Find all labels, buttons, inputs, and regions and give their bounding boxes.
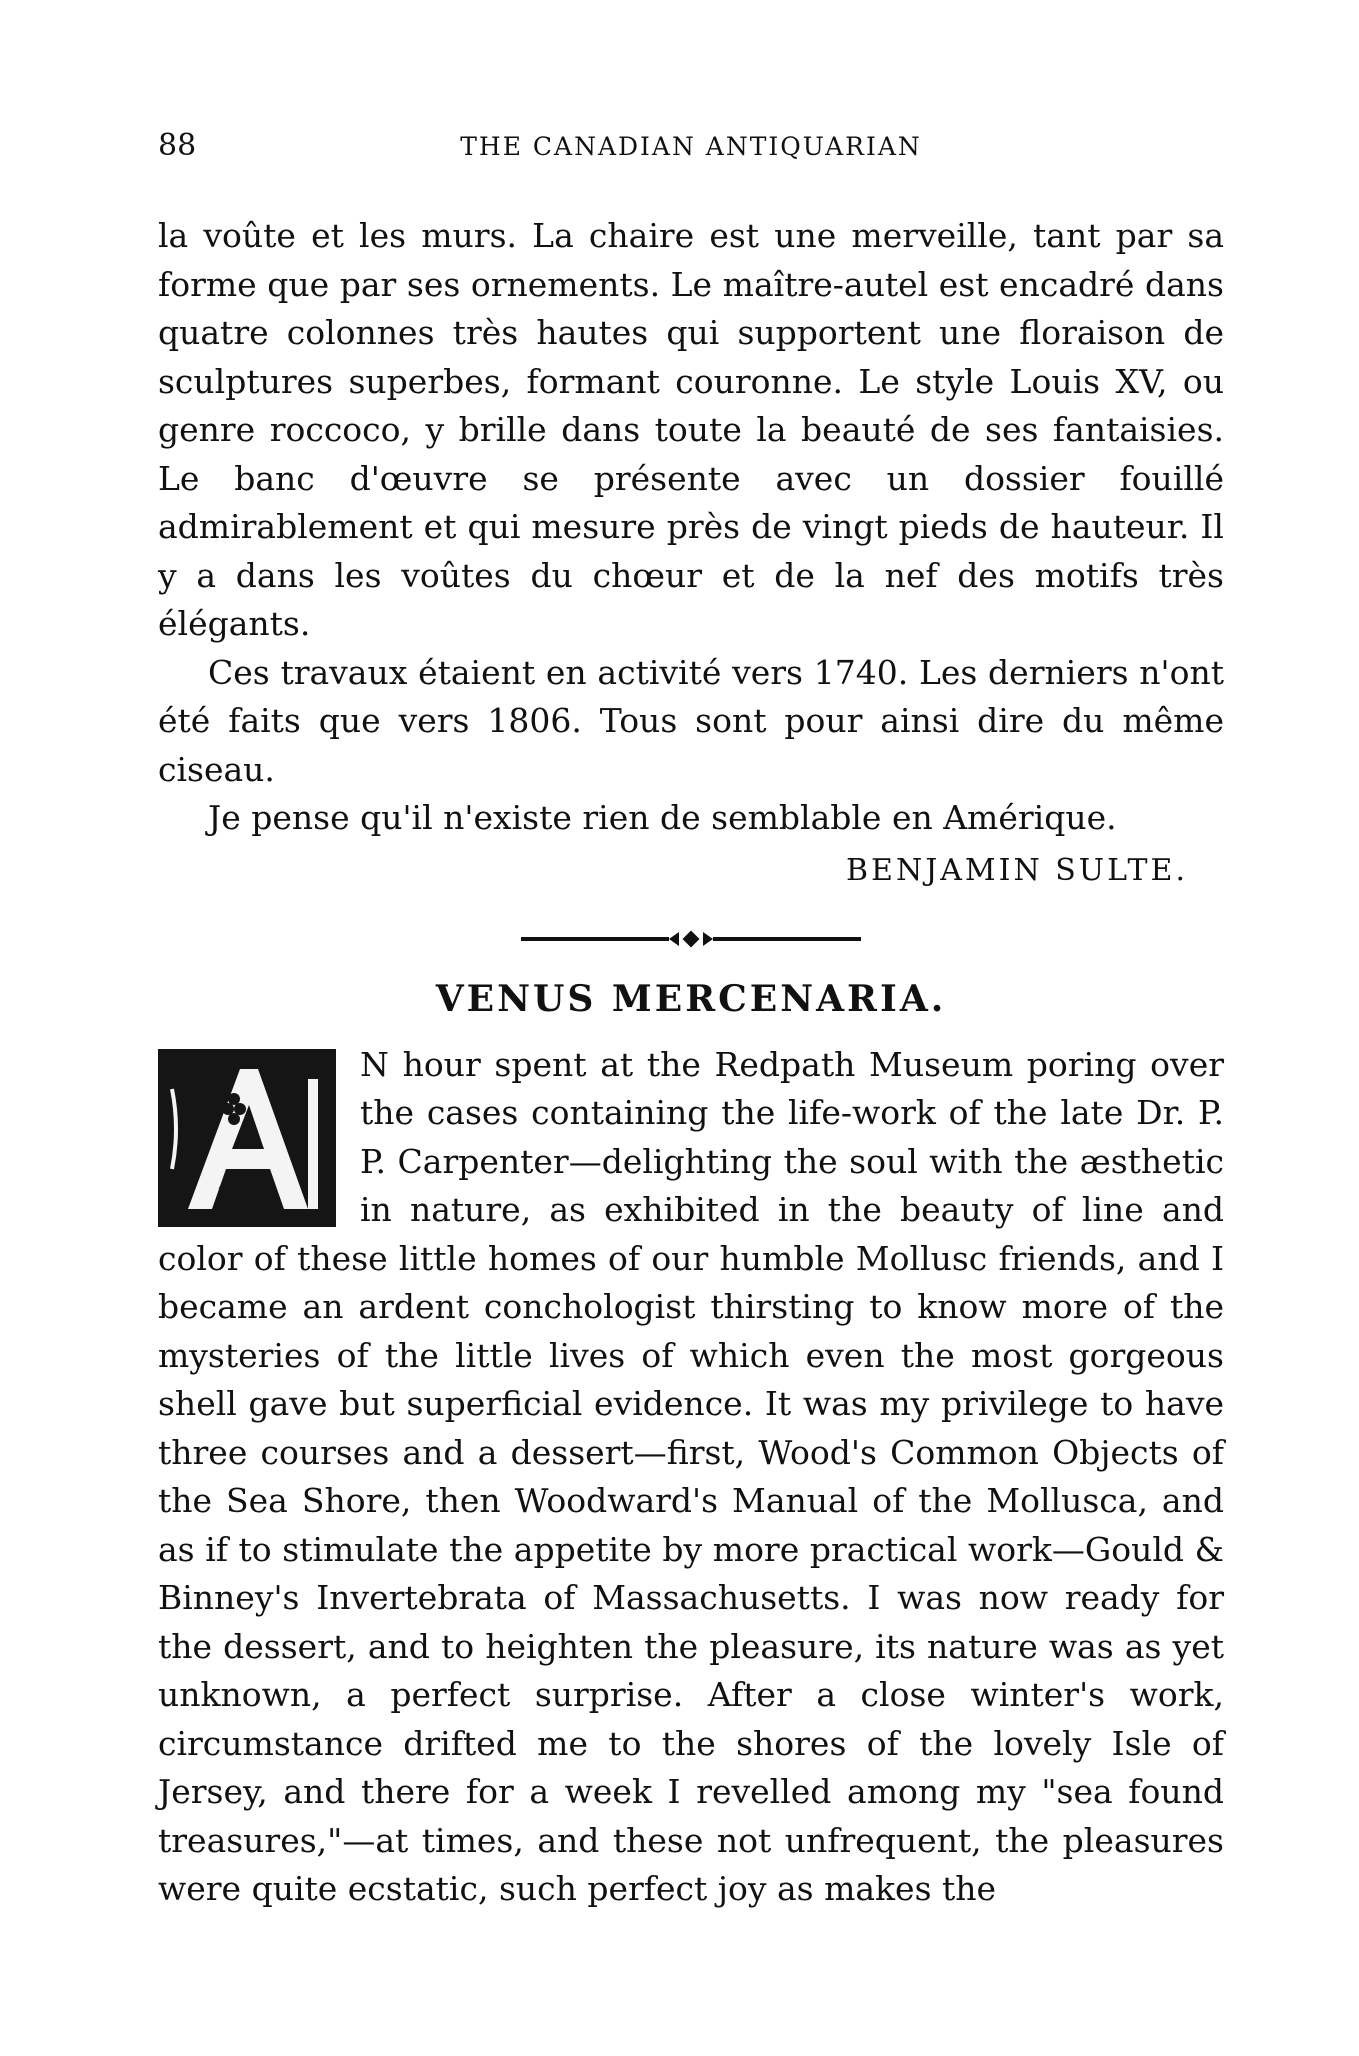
body-text: N hour spent at the Redpath Museum poring over the cases containing the life-work of the late Dr. P. P. Carpenter—delighting the soul with the æsthetic in nature, as exhibited in the beauty of line and color of these little homes of our humble Mollusc friends, and I became an ardent conchologist thirsting to know more of the mysteries of the little lives of which even the most gorgeous shell gave but superficial evidence. It was my privilege to have three courses and a dessert—first, Wood's Common Objects of the Sea Shore, then Woodward's Manual of the Mollusca, and as if to stimulate the appetite by more practical work—Gould & Binney's Invertebrata of Massachusetts. I was now ready for the dessert, and to heighten the pleasure, its nature was as yet unknown, a perfect surprise. After a close winter's work, circumstance drifted me to the shores of the lovely Isle of Jersey, and there for a week I revelled among my "sea found treasures,"—at times, and these not unfrequent, the pleasures were quite ecstatic, such perfect joy as makes the [158,1044,1224,1908]
page-number: 88 [158,128,197,163]
article-paragraph-1: la voûte et les murs. La chaire est une merveille, tant par sa forme que par ses ornements. Le maître-autel est encadré dans quatre colonnes très hautes qui supportent une floraison de sculptures superbes, formant couronne. Le style Louis XV, ou genre roccoco, y brille dans toute la beauté de ses fantaisies. Le banc d'œuvre se présente avec un dossier fouillé admirablement et qui mesure près de vingt pieds de hauteur. Il y a dans les voûtes du chœur et de la nef des motifs très élégants. [158,216,1224,643]
author-signature: BENJAMIN SULTE. [846,852,1188,888]
article-paragraph-2: Ces travaux étaient en activité vers 1740. Les derniers n'ont été faits que vers 1806. Tous sont pour ainsi dire du même ciseau. [158,652,1224,789]
divider-rule-right [713,937,861,941]
divider-diamond-icon [683,930,700,947]
section-title: VENUS MERCENARIA. [435,977,947,1020]
divider-arrow-right-icon [703,932,713,946]
divider-arrow-left-icon [669,932,679,946]
running-title: THE CANADIAN ANTIQUARIAN [460,132,922,161]
decorative-initial-graphic [158,1049,336,1227]
section-divider-ornament [158,929,1224,949]
article-body-container [158,1041,1224,1914]
decorative-initial-a-icon [158,1049,336,1227]
divider-rule-left [521,937,669,941]
article-paragraph-3: Je pense qu'il n'existe rien de semblable en Amérique. [208,798,1117,837]
page-header [158,128,1224,172]
book-page [158,128,1224,1914]
